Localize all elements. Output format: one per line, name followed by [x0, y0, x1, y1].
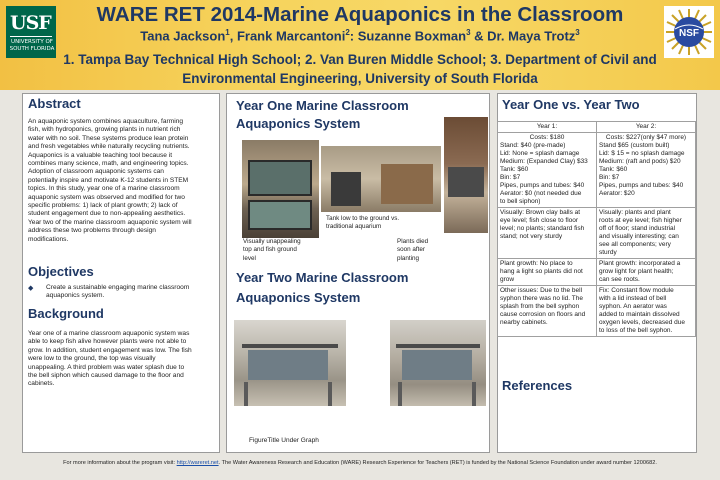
cell-line: grow [500, 276, 515, 283]
background-line: unappealing. A third problem was water splash due to [28, 363, 185, 371]
usf-logo-subtitle: UNIVERSITY OF SOUTH FLORIDA [9, 39, 55, 52]
footer [0, 460, 720, 466]
table-header-row [498, 122, 696, 133]
author-name: Tana Jackson [140, 28, 226, 44]
abstract-line: fish, with hydroponics, growing plants in nutrient rich [28, 126, 181, 134]
year-one-heading-line-2: Aquaponics System [236, 116, 361, 131]
year-one-heading-line-1: Year One Marine Classroom [236, 98, 409, 113]
comparison-heading: Year One vs. Year Two [502, 97, 640, 112]
cell-line: to loss of the bell syphon. [599, 327, 673, 334]
author-affiliation-number: 3 [575, 28, 580, 37]
program-link[interactable]: http://wareret.net [176, 460, 219, 466]
caption-visually-unappealing [243, 238, 323, 263]
objective-line: aquaponics system. [46, 292, 105, 300]
background-line: the bell siphon which caused damage to the floor and [28, 372, 184, 380]
abstract-line: and fresh vegetables while naturally recycling nutrients. [28, 143, 190, 151]
cell-line: level; no plants; standard fish [500, 225, 585, 232]
year-2-cell [597, 208, 696, 259]
caption-line: Tank low to the ground vs. [326, 215, 400, 222]
year-1-cell [498, 259, 597, 286]
caption-plants-died [397, 238, 447, 263]
abstract-line: modifications. [28, 235, 69, 243]
references-heading: References [502, 378, 573, 393]
column-header-year-1: Year 1: [498, 122, 597, 133]
cell-line: eye level; fish close to floor [500, 217, 579, 224]
abstract-body [28, 118, 218, 244]
abstract-line: combines many science, math, and engineering topics. [28, 160, 189, 168]
footer-suffix: . The Water Awareness Research and Education (WARE) Research Experience for Teachers (RET) is funded by the National Science Foundation under award number 1200682. [218, 460, 657, 466]
cell-line: Costs: $180 [529, 134, 565, 141]
cell-line: Plant growth: incorporated a [599, 260, 681, 267]
year-2-cell [597, 133, 696, 208]
year-two-heading-line-1: Year Two Marine Classroom [236, 270, 409, 285]
author-affiliation-number: 3 [466, 28, 471, 37]
background-heading: Background [28, 306, 104, 321]
cell-line: off of floor; stand industrial [599, 225, 676, 232]
photo-year-one-stand [242, 140, 319, 238]
cell-line: to bell siphon) [500, 198, 541, 205]
caption-line: traditional aquarium [326, 223, 382, 231]
abstract-line: An aquaponic system combines aquaculture, farming [28, 118, 184, 125]
year-2-cell [597, 259, 696, 286]
cell-line: Aerator: $20 [599, 190, 635, 197]
cell-line: Bin: $7 [599, 174, 620, 181]
cell-line: with a lid instead of bell [599, 295, 667, 302]
cell-line: Plant growth: No place to [500, 260, 573, 267]
author-name: Dr. Maya Trotz [487, 28, 576, 44]
cell-line: Stand $65 (custom built) [599, 142, 670, 149]
author-name: Frank Marcantoni [236, 28, 346, 44]
background-line: cabinets. [28, 380, 55, 388]
abstract-line: specific problems: 1) lack of plant growth; 2) lack of [28, 202, 178, 210]
cell-line: hang a light so plants did not [500, 268, 583, 275]
cell-line: nearby cabinets. [500, 319, 548, 326]
cell-line: cause corrosion on floors and [500, 311, 586, 318]
cell-line: Fix: Constant flow module [599, 287, 674, 294]
photo-year-one-room [321, 146, 441, 212]
photo-year-one-plants [444, 117, 488, 233]
cell-line: Medium: (Expanded Clay) $33 [500, 158, 588, 165]
cell-line: Visually: Brown clay balls at [500, 209, 581, 216]
cell-line: splash from the bell syphon [500, 303, 580, 310]
objective-line: Create a sustainable engaging marine classroom [46, 284, 190, 291]
author-separator: & [470, 28, 488, 44]
column-header-year-2: Year 2: [597, 122, 696, 133]
cell-line: Lid: None = splash damage [500, 150, 580, 157]
background-line: able to keep fish alive however plants were not able to [28, 338, 187, 346]
caption-line: planting [397, 254, 420, 262]
cell-line: Medium: (raft and pods) $20 [599, 158, 681, 165]
year-1-cell [498, 208, 597, 259]
author-name: Suzanne Boxman [357, 28, 467, 44]
cell-line: oxygen levels, decreased due [599, 319, 686, 326]
table-row [498, 259, 696, 286]
cell-line: Pipes, pumps and tubes: $40 [599, 182, 684, 189]
cell-line: Stand: $40 (pre-made) [500, 142, 566, 149]
abstract-line: student engagement due to non-appealing aesthetics. [28, 210, 186, 218]
affiliation-line-1: 1. Tampa Bay Technical High School; 2. Van Buren Middle School; 3. Department of Civil and [63, 52, 657, 67]
cell-line: Tank: $60 [599, 166, 628, 173]
year-two-heading-line-2: Aquaponics System [236, 290, 361, 305]
figure-caption: FigureTitle Under Graph [249, 437, 319, 444]
cell-line: Lid: $ 15 = no splash damage [599, 150, 685, 157]
abstract-line: Adoption of classroom aquaponic systems can [28, 168, 164, 176]
abstract-line: aquaponic system was observed and modified for two [28, 193, 185, 201]
abstract-line: address these two problems through design [28, 227, 156, 235]
abstract-line: potentially inspire and motivate K-12 students in STEM [28, 176, 189, 184]
affiliation-line-2: Environmental Engineering, University of South Florida [182, 71, 538, 86]
abstract-line: topics. In this study, year one of a marine classroom [28, 185, 180, 193]
cell-line: grow light for plant health; [599, 268, 674, 275]
table-row [498, 286, 696, 337]
table-row [498, 133, 696, 208]
caption-line: Visually unappealing [243, 238, 301, 245]
year-1-cell [498, 133, 597, 208]
nsf-logo-text: NSF [679, 28, 699, 39]
year-2-cell [597, 286, 696, 337]
poster-authors [62, 28, 658, 43]
cell-line: Costs: $227(only $47 more) [605, 134, 687, 141]
year-two-heading [236, 268, 408, 308]
bullet-diamond-icon: ◆ [28, 284, 34, 292]
cell-line: Pipes, pumps and tubes: $40 [500, 182, 585, 189]
year-one-heading [236, 97, 409, 133]
table-row [498, 208, 696, 259]
cell-line: syphon. An aerator was [599, 303, 667, 310]
cell-line: Bin: $7 [500, 174, 521, 181]
background-line: Year one of a marine classroom aquaponic system was [28, 330, 190, 337]
cell-line: stand; not very sturdy [500, 233, 563, 240]
cell-line: roots at eye level; fish higher [599, 217, 682, 224]
abstract-heading: Abstract [28, 96, 81, 111]
caption-tank-low [326, 215, 436, 232]
author-affiliation-number: 2 [345, 28, 350, 37]
poster-title: WARE RET 2014-Marine Aquaponics in the Classroom [96, 3, 624, 26]
cell-line: see all components; very [599, 241, 671, 248]
nsf-logo [664, 6, 714, 58]
caption-line: soon after [397, 246, 426, 254]
year-1-cell [498, 286, 597, 337]
poster-header [0, 0, 720, 90]
objectives-heading: Objectives [28, 264, 94, 279]
comparison-table [497, 121, 696, 337]
cell-line: added to maintain dissolved [599, 311, 680, 318]
abstract-line: Aquaponics is a valuable teaching tool because it [28, 151, 173, 159]
photo-year-two-system-b [390, 320, 486, 406]
author-affiliation-number: 1 [225, 28, 230, 37]
poster-affiliations [10, 50, 710, 88]
caption-line: level [243, 254, 256, 262]
objectives-body [46, 284, 216, 301]
cell-line: and visually interesting; can [599, 233, 679, 240]
cell-line: Visually: plants and plant [599, 209, 671, 216]
background-line: were low to the ground, the top was visually [28, 355, 156, 363]
usf-logo-text: USF [10, 12, 51, 34]
cell-line: Tank: $60 [500, 166, 529, 173]
author-separator: : [349, 28, 358, 44]
cell-line: Aerator: $0 (not needed due [500, 190, 582, 197]
cell-line: syphon there was no lid. The [500, 295, 583, 302]
caption-line: top and fish ground [243, 246, 297, 254]
cell-line: can see roots. [599, 276, 640, 283]
background-line: grow. In addition, student engagement was low. The fish [28, 346, 192, 354]
background-body [28, 330, 218, 389]
caption-line: Plants died [397, 238, 429, 245]
abstract-line: water with no soil. These systems produce lean protein [28, 134, 189, 142]
abstract-line: Year two of the marine classroom aquaponic system will [28, 218, 192, 226]
photo-year-two-system-a [234, 320, 346, 406]
footer-prefix: For more information about the program visit: [63, 460, 177, 466]
cell-line: sturdy [599, 249, 617, 256]
cell-line: Other issues: Due to the bell [500, 287, 583, 294]
author-separator: , [229, 28, 237, 44]
